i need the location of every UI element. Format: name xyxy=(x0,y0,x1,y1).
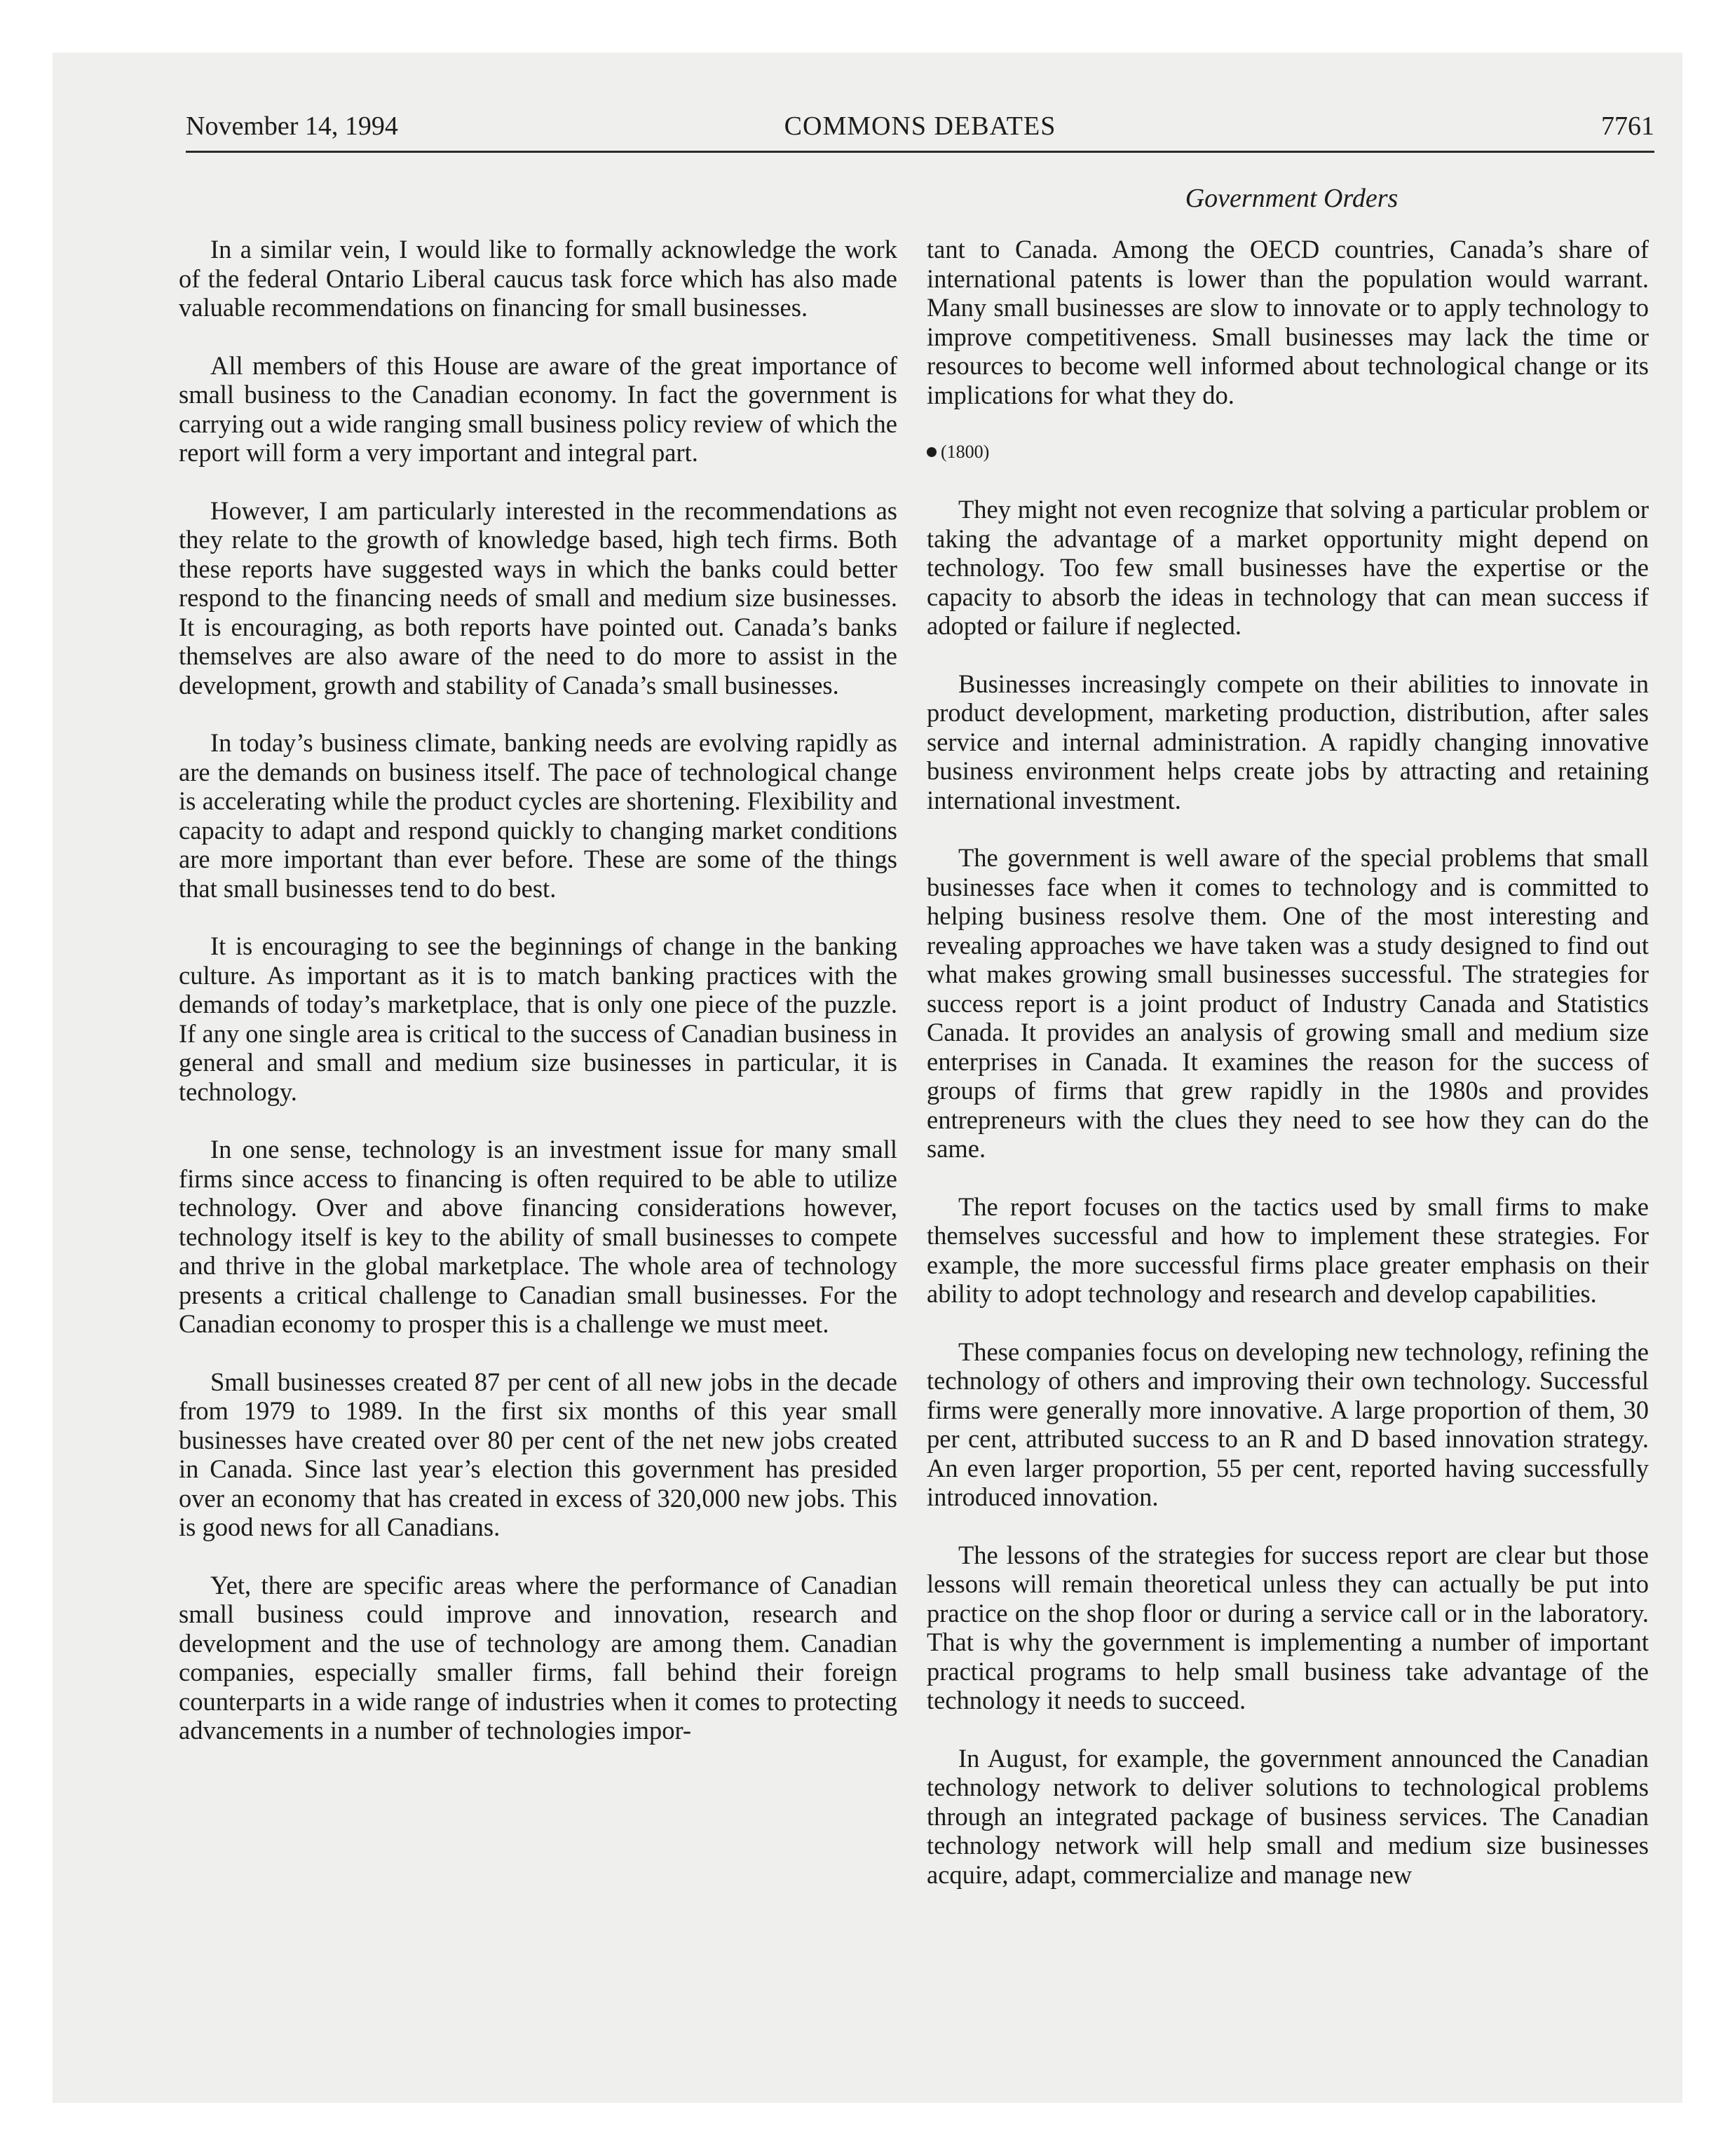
page-number: 7761 xyxy=(1601,111,1654,141)
page-header xyxy=(186,105,1654,147)
paragraph: They might not even recognize that solving a particular problem or taking the advantage of a market opportunity might depend on technology. Too few small businesses have the expertise or the capacity to absorb the ideas in technology that can mean success if adopted or failure if neglected. xyxy=(927,495,1649,640)
time-marker-text: (1800) xyxy=(941,442,990,462)
paragraph: However, I am particularly interested in the recommendations as they relate to the growth of knowledge based, high tech firms. Both these reports have suggested ways in which the banks could better respond to the financing needs of small and medium size businesses. It is encouraging, as both reports have pointed out. Canada’s banks themselves are also aware of the need to do more to assist in the development, growth and stability of Canada’s small businesses. xyxy=(179,496,897,700)
paragraph: In August, for example, the government announced the Canadian technology network to deliver solutions to technological problems through an integrated package of business services. The Canadian technology network will help small and medium size businesses acquire, adapt, commercialize and manage new xyxy=(927,1743,1649,1889)
paragraph: In one sense, technology is an investment issue for many small firms since access to financing is often required to be able to utilize technology. Over and above financing considerations however, technology itself is key to the ability of small businesses to compete and thrive in the global marketplace. The whole area of technology presents a critical challenge to Canadian small businesses. For the Canadian economy to prosper this is a challenge we must meet. xyxy=(179,1135,897,1338)
header-date: November 14, 1994 xyxy=(186,111,398,141)
paragraph: The lessons of the strategies for success report are clear but those lessons will remain theoretical unless they can actually be put into practice on the shop floor or during a service call or in the laboratory. That is why the government is implementing a number of important practical programs to help small business take advantage of the technology it needs to succeed. xyxy=(927,1540,1649,1714)
paragraph: The government is well aware of the special problems that small businesses face when it comes to technology and is committed to helping business resolve them. One of the most interesting and revealing approaches we have taken was a study designed to find out what makes growing small businesses successful. The strategies for success report is a joint product of Industry Canada and Statistics Canada. It provides an analysis of growing small and medium size enterprises in Canada. It examines the reason for the success of groups of firms that grew rapidly in the 1980s and provides entrepreneurs with the clues they need to see how they can do the same. xyxy=(927,843,1649,1163)
paragraph: All members of this House are aware of the great importance of small business to the Canadian economy. In fact the government is carrying out a wide ranging small business policy review of which the report will form a very important and integral part. xyxy=(179,350,897,467)
paragraph: In a similar vein, I would like to formally acknowledge the work of the federal Ontario Liberal caucus task force which has also made valuable recommendations on financing for small businesses. xyxy=(179,235,897,322)
time-marker xyxy=(927,438,1649,466)
paragraph: Yet, there are specific areas where the performance of Canadian small business could improve and innovation, research and development and the use of technology are among them. Canadian companies, especially smaller firms, fall behind their foreign counterparts in a wide range of industries when it comes to protecting advancements in a number of technologies impor- xyxy=(179,1570,897,1745)
paragraph: Businesses increasingly compete on their abilities to innovate in product development, marketing production, distribution, after sales service and internal administration. A rapidly changing innovative business environment helps create jobs by attracting and retaining international investment. xyxy=(927,669,1649,814)
header-rule xyxy=(186,151,1654,153)
paragraph: It is encouraging to see the beginnings of change in the banking culture. As important as it is to match banking practices with the demands of today’s marketplace, that is only one piece of the puzzle. If any one single area is critical to the success of Canadian business in general and small and medium size businesses in particular, it is technology. xyxy=(179,932,897,1106)
paragraph: The report focuses on the tactics used by small firms to make themselves successful and how to implement these strategies. For example, the more successful firms place greater emphasis on their ability to adopt technology and research and develop capabilities. xyxy=(927,1192,1649,1308)
left-column xyxy=(179,235,897,1774)
paragraph: These companies focus on developing new technology, refining the technology of others and improving their own technology. Successful firms were generally more innovative. A large proportion of them, 30 per cent, attributed success to an R and D based innovation strategy. An even larger proportion, 55 per cent, reported having successfully introduced innovation. xyxy=(927,1337,1649,1511)
paragraph: Small businesses created 87 per cent of all new jobs in the decade from 1979 to 1989. In the first six months of this year small businesses have created over 80 per cent of the net new jobs created in Canada. Since last year’s election this government has presided over an economy that has created in excess of 320,000 new jobs. This is good news for all Canadians. xyxy=(179,1367,897,1541)
paragraph: In today’s business climate, banking needs are evolving rapidly as are the demands on business itself. The pace of technological change is accelerating while the product cycles are shortening. Flexibility and capacity to adapt and respond quickly to changing market conditions are more important than ever before. These are some of the things that small businesses tend to do best. xyxy=(179,728,897,903)
right-column xyxy=(927,235,1649,1918)
header-title: COMMONS DEBATES xyxy=(784,111,1056,141)
continued-paragraph: tant to Canada. Among the OECD countries, Canada’s share of international patents is lower than the population would warrant. Many small businesses are slow to innovate or to apply technology to improve competitiveness. Small businesses may lack the time or resources to become well informed about technological change or its implications for what they do. xyxy=(927,235,1649,409)
section-label: Government Orders xyxy=(1185,184,1399,213)
bullet-icon xyxy=(927,447,937,457)
